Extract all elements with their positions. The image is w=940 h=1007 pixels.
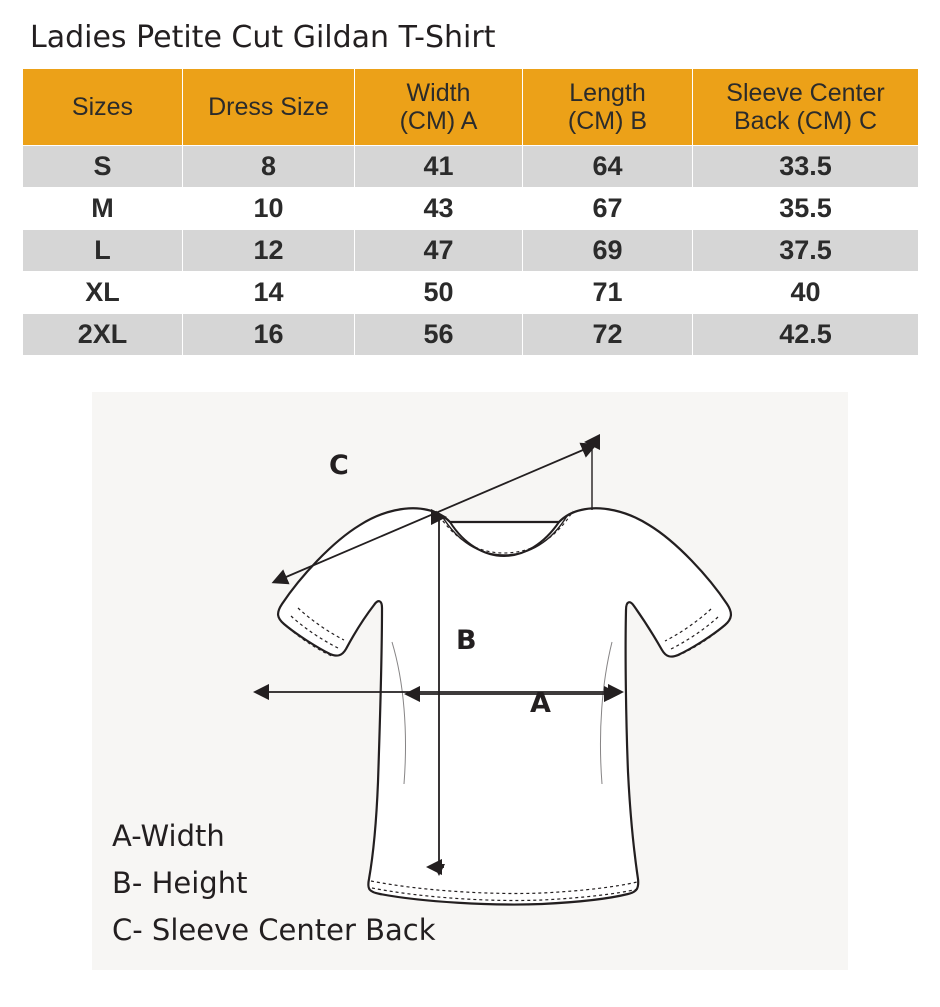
label-a: A	[530, 688, 551, 719]
cell-size: 2XL	[23, 314, 183, 356]
cell-sleeve: 37.5	[693, 230, 919, 272]
cell-dress-size: 16	[183, 314, 355, 356]
cell-sleeve: 42.5	[693, 314, 919, 356]
column-header-width	[355, 69, 523, 146]
cell-width: 47	[355, 230, 523, 272]
cell-length: 72	[523, 314, 693, 356]
column-header-length-line2: (CM) B	[567, 107, 648, 135]
cell-size: L	[23, 230, 183, 272]
cell-size: S	[23, 146, 183, 188]
column-header-length	[523, 69, 693, 146]
table-row	[23, 230, 919, 272]
page-title: Ladies Petite Cut Gildan T-Shirt	[30, 20, 496, 55]
legend-item-b: B- Height	[112, 866, 248, 901]
cell-width: 50	[355, 272, 523, 314]
table-row	[23, 188, 919, 230]
cell-size: XL	[23, 272, 183, 314]
cell-sleeve: 35.5	[693, 188, 919, 230]
column-header-sizes	[23, 69, 183, 146]
cell-dress-size: 12	[183, 230, 355, 272]
diagram-legend	[112, 813, 436, 954]
cell-size: M	[23, 188, 183, 230]
cell-dress-size: 14	[183, 272, 355, 314]
column-header-sleeve-line1: Sleeve Center	[726, 79, 885, 107]
cell-sleeve: 33.5	[693, 146, 919, 188]
legend-item-a: A-Width	[112, 819, 225, 854]
table-header-row	[23, 69, 919, 146]
size-chart-table	[22, 68, 919, 356]
column-header-length-line1: Length	[569, 79, 646, 107]
cell-dress-size: 8	[183, 146, 355, 188]
cell-length: 64	[523, 146, 693, 188]
cell-sleeve: 40	[693, 272, 919, 314]
column-header-sleeve-line2: Back (CM) C	[733, 107, 878, 135]
cell-dress-size: 10	[183, 188, 355, 230]
table-row	[23, 314, 919, 356]
cell-length: 71	[523, 272, 693, 314]
measurement-diagram	[92, 392, 848, 970]
table-row	[23, 272, 919, 314]
label-c: C	[329, 450, 349, 481]
column-header-dress-size	[183, 69, 355, 146]
cell-width: 43	[355, 188, 523, 230]
cell-length: 69	[523, 230, 693, 272]
label-b: B	[456, 625, 477, 656]
column-header-sleeve-center-back	[693, 69, 919, 146]
cell-width: 56	[355, 314, 523, 356]
table-row	[23, 146, 919, 188]
column-header-width-line2: (CM) A	[399, 107, 478, 135]
cell-width: 41	[355, 146, 523, 188]
cell-length: 67	[523, 188, 693, 230]
column-header-sizes-line1: Sizes	[71, 93, 134, 121]
column-header-width-line1: Width	[406, 79, 471, 107]
column-header-dress-size-line1: Dress Size	[208, 93, 329, 121]
legend-item-c: C- Sleeve Center Back	[112, 913, 436, 948]
